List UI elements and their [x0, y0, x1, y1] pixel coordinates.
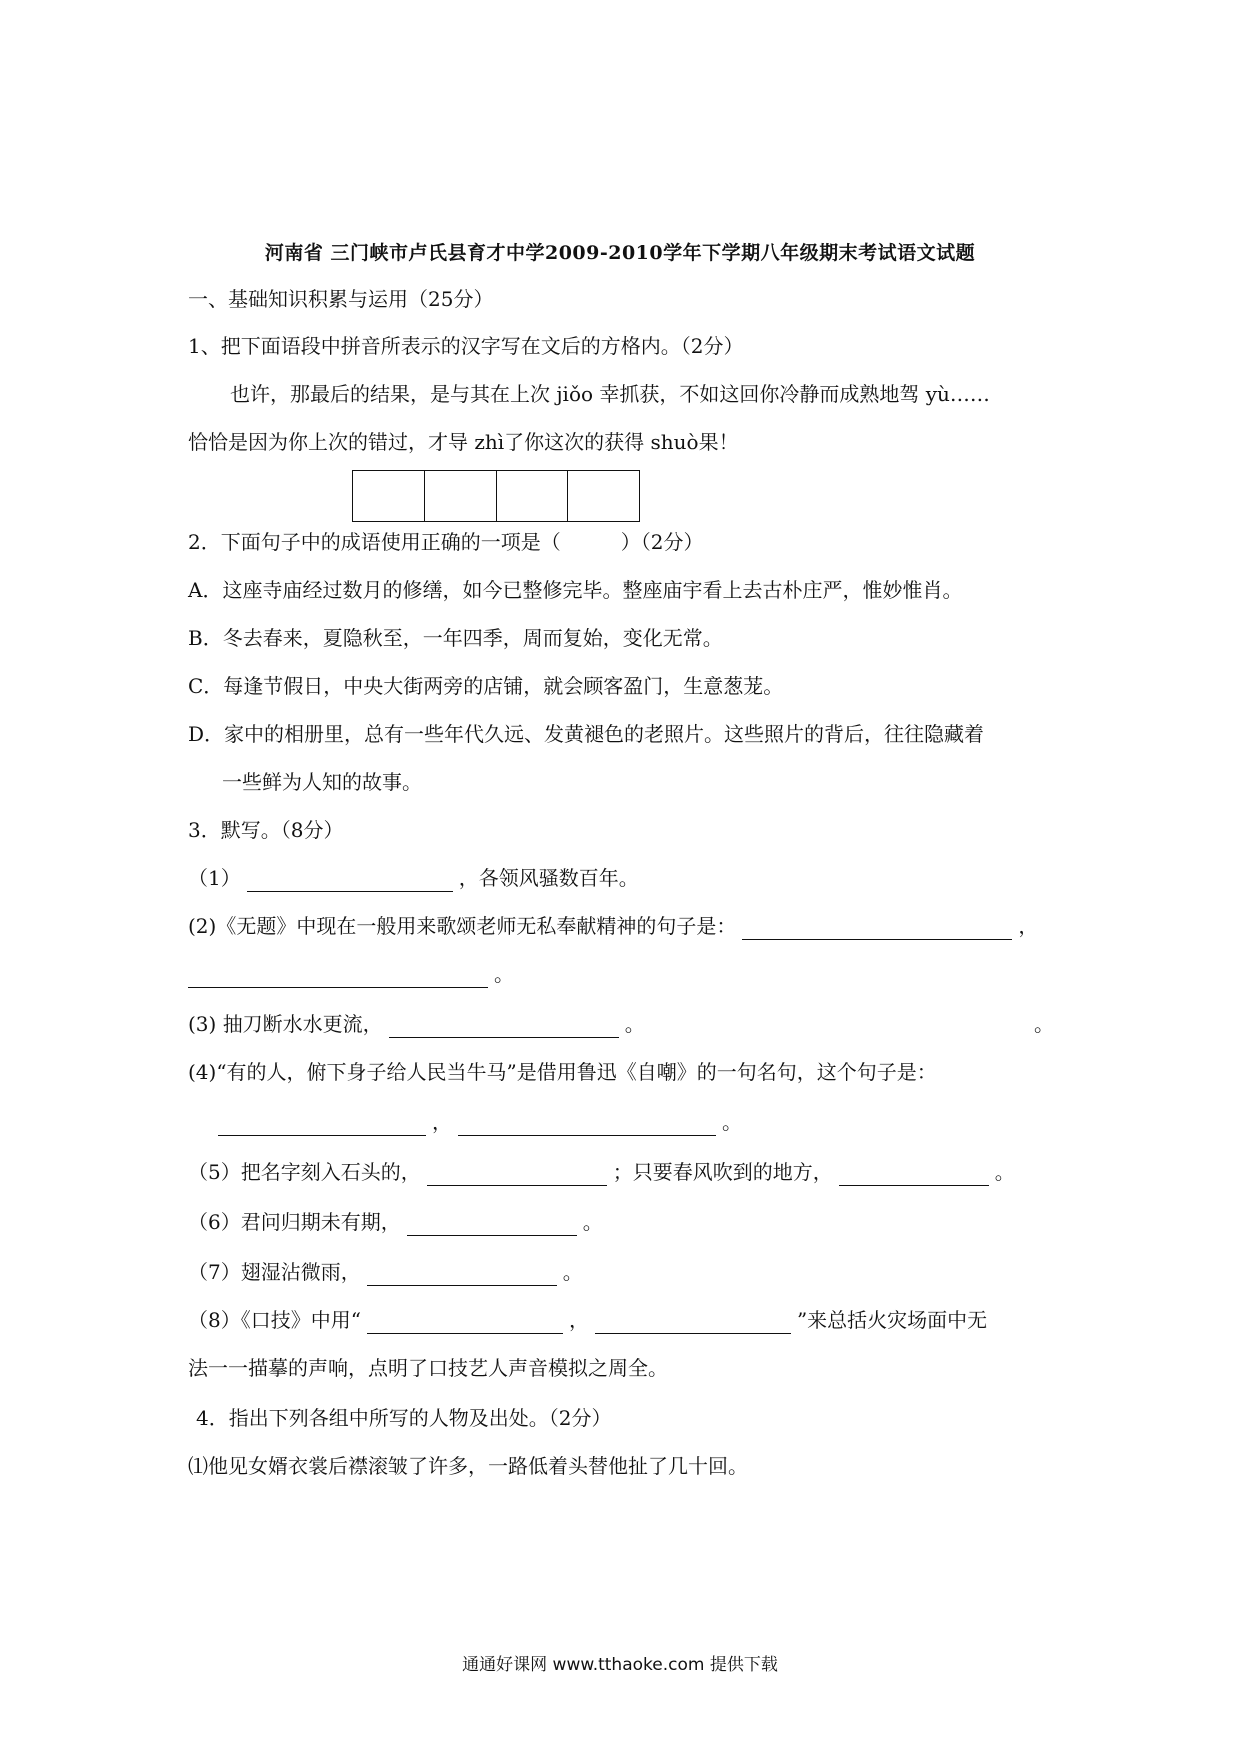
item-text: (3) 抽刀断水水更流，: [188, 1012, 383, 1036]
item-text: （6）君问归期未有期，: [188, 1210, 401, 1234]
fill-blank[interactable]: [595, 1311, 791, 1334]
fill-blank[interactable]: [218, 1113, 426, 1136]
fill-blank[interactable]: [427, 1163, 607, 1186]
q3-item-4: (4)“有的人，俯下身子给人民当牛马”是借用鲁迅《自嘲》的一句名句，这个句子是：: [188, 1060, 937, 1084]
item-text: ，各领风骚数百年。: [458, 866, 639, 890]
fill-blank[interactable]: [367, 1311, 563, 1334]
page-footer: 通通好课网 www.tthaoke.com 提供下载: [462, 1655, 778, 1675]
q3-prompt: 3．默写。（8分）: [188, 818, 344, 842]
q2-prompt: 2．下面句子中的成语使用正确的一项是（ ）（2分）: [188, 530, 704, 554]
q1-passage-line2: 恰恰是因为你上次的错过，才导 zhì了你这次的获得 shuò果！: [188, 430, 739, 454]
q3-item-2-cont: [188, 960, 514, 988]
q1-prompt: 1、把下面语段中拼音所表示的汉字写在文后的方格内。（2分）: [188, 334, 744, 358]
item-punct: 。: [624, 1012, 645, 1036]
answer-box[interactable]: [497, 471, 569, 521]
item-punct: ，: [1018, 914, 1039, 938]
q3-item-2: [188, 912, 1038, 940]
fill-blank[interactable]: [742, 917, 1012, 940]
q3-item-1: [188, 864, 639, 892]
item-punct: ，: [432, 1110, 452, 1134]
item-punct: 。: [582, 1210, 603, 1234]
q1-passage-line1: 也许，那最后的结果，是与其在上次 jiǒo 幸抓获，不如这回你冷静而成熟地驾 yù……: [230, 382, 990, 406]
q3-item-4-cont: [218, 1108, 742, 1136]
fill-blank[interactable]: [389, 1015, 619, 1038]
q2-option-a: A．这座寺庙经过数月的修缮，如今已整修完毕。整座庙宇看上去古朴庄严，惟妙惟肖。: [188, 578, 963, 602]
q3-item-6: [188, 1208, 603, 1236]
q3-item-7: [188, 1258, 583, 1286]
answer-grid[interactable]: [352, 470, 640, 522]
item-punct: 。: [494, 962, 514, 986]
q2-option-c: C．每逢节假日，中央大街两旁的店铺，就会顾客盈门，生意葱茏。: [188, 674, 784, 698]
item-text: （7）翅湿沾微雨，: [188, 1260, 361, 1284]
fill-blank[interactable]: [839, 1163, 989, 1186]
section-heading: 一、基础知识积累与运用（25分）: [188, 287, 494, 311]
q3-item-5: [188, 1158, 1015, 1186]
q3-item-3-dot: 。: [1034, 1012, 1054, 1036]
q4-prompt: 4．指出下列各组中所写的人物及出处。（2分）: [196, 1406, 612, 1430]
fill-blank[interactable]: [367, 1263, 557, 1286]
answer-box[interactable]: [425, 471, 497, 521]
q2-option-d: D．家中的相册里，总有一些年代久远、发黄褪色的老照片。这些照片的背后，往往隐藏着: [188, 722, 985, 746]
answer-box[interactable]: [353, 471, 425, 521]
item-punct: 。: [994, 1160, 1015, 1184]
item-text: （8）《口技》中用“: [188, 1308, 361, 1332]
item-punct: ，: [568, 1308, 589, 1332]
q3-item-8-cont: 法一一描摹的声响，点明了口技艺人声音模拟之周全。: [188, 1356, 668, 1380]
item-text: ”来总括火灾场面中无: [796, 1308, 988, 1332]
q3-item-3: [188, 1010, 645, 1038]
exam-title: 河南省 三门峡市卢氏县育才中学2009-2010学年下学期八年级期末考试语文试题: [264, 242, 976, 264]
fill-blank[interactable]: [188, 965, 488, 988]
q2-option-d-cont: 一些鲜为人知的故事。: [222, 770, 422, 794]
item-label: （1）: [188, 866, 241, 890]
q4-item-1: ⑴他见女婿衣裳后襟滚皱了许多，一路低着头替他扯了几十回。: [188, 1454, 748, 1478]
item-punct: 。: [722, 1110, 742, 1134]
item-punct: 。: [562, 1260, 583, 1284]
fill-blank[interactable]: [407, 1213, 577, 1236]
item-text: (2)《无题》中现在一般用来歌颂老师无私奉献精神的句子是：: [188, 914, 737, 938]
q3-item-8: [188, 1306, 987, 1334]
q2-option-b: B．冬去春来，夏隐秋至，一年四季，周而复始，变化无常。: [188, 626, 723, 650]
answer-box[interactable]: [568, 471, 639, 521]
item-text: （5）把名字刻入石头的，: [188, 1160, 421, 1184]
fill-blank[interactable]: [458, 1113, 716, 1136]
item-text: ；只要春风吹到的地方，: [612, 1160, 833, 1184]
fill-blank[interactable]: [247, 869, 453, 892]
